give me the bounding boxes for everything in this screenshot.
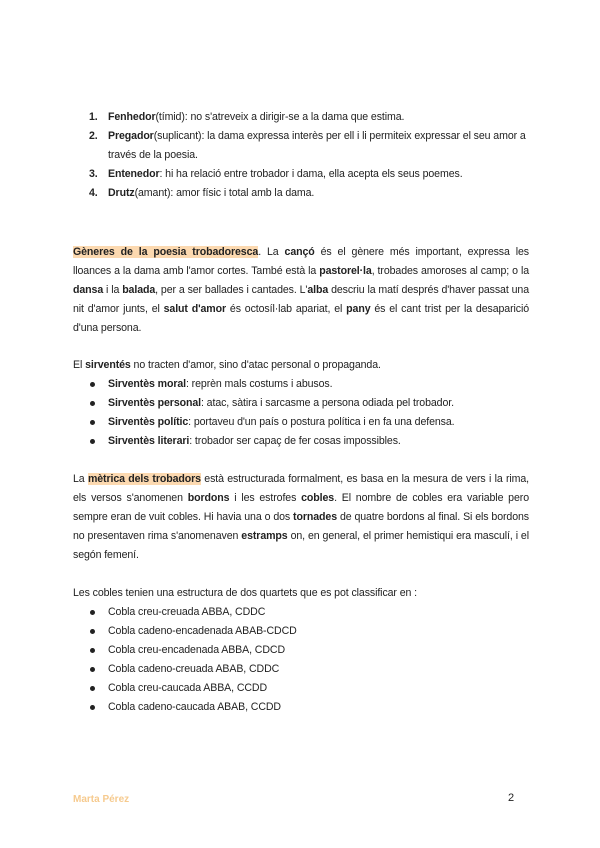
bold-term: Sirventès polític: [108, 416, 189, 428]
bold-term: tornades: [293, 511, 337, 523]
list-item: [73, 108, 533, 127]
list-item: [73, 184, 533, 203]
cobles-list: [73, 603, 529, 717]
bold-term: dansa: [73, 284, 104, 296]
role-term: Fenhedor: [108, 111, 156, 123]
bold-term: Sirventès personal: [108, 397, 201, 409]
bold-term: bordons: [187, 492, 230, 504]
bold-term: estramps: [241, 530, 288, 542]
bold-term: alba: [307, 284, 329, 296]
generes-paragraph: [73, 243, 529, 338]
text-run: no tracten d'amor, sino d'atac personal o propaganda.: [130, 359, 381, 371]
section-highlight: mètrica dels trobadors: [87, 473, 201, 485]
bullet-icon: [90, 686, 95, 691]
role-term: Pregador: [108, 130, 154, 142]
list-item: [73, 660, 529, 679]
text-run: . El nombre de cobles era variable pero sempre eran de vuit cobles. Hi havia una o dos: [73, 492, 529, 523]
bold-term: salut d'amor: [163, 303, 227, 315]
metrica-paragraph: [73, 470, 529, 565]
page-number: 2: [508, 792, 515, 804]
role-term: Entenedor: [108, 168, 160, 180]
list-number: 4.: [89, 187, 98, 199]
bold-term: cançó: [284, 246, 315, 258]
cobla-type: Cobla creu-caucada ABBA, CCDD: [108, 682, 268, 694]
text-run: i les estrofes: [229, 492, 302, 504]
list-number: 2.: [89, 130, 98, 142]
bold-term: pany: [346, 303, 371, 315]
cobla-type: Cobla creu-encadenada ABBA, CDCD: [108, 644, 285, 656]
bullet-icon: [90, 667, 95, 672]
text-run: : trobador ser capaç de fer cosas impossibles.: [189, 435, 401, 447]
text-run: , trobades amoroses al camp; o la: [371, 265, 529, 277]
bullet-icon: [90, 629, 95, 634]
bullet-icon: [90, 420, 95, 425]
role-description: (suplicant): la dama expressa interès per ell i li permiteix expressar el seu amor a través de la poesia.: [108, 130, 526, 161]
text-run: és octosíl·lab apariat, el: [226, 303, 347, 315]
bullet-icon: [90, 439, 95, 444]
list-item: [73, 679, 529, 698]
text-run: on, en general, el primer hemistiqui era masculí, i el segón femení.: [73, 530, 529, 561]
bullet-icon: [90, 401, 95, 406]
list-item: [73, 641, 529, 660]
sirventes-list: [73, 375, 529, 451]
list-item: [73, 698, 529, 717]
list-number: 1.: [89, 111, 98, 123]
list-item: [73, 394, 529, 413]
list-item: [73, 622, 529, 641]
text-run: : portaveu d'un país o postura política i en fa una defensa.: [188, 416, 455, 428]
text-run: El: [73, 359, 86, 371]
bold-term: cobles: [301, 492, 335, 504]
text-run: està estructurada formalment, es basa en la mesura de vers i la rima, els versos s'anomenen: [73, 473, 529, 504]
text-run: . La: [258, 246, 285, 258]
bold-term: sirventés: [85, 359, 131, 371]
text-run: La: [73, 473, 88, 485]
cobles-intro: Les cobles tenien una estructura de dos quartets que es pot classificar en :: [73, 587, 417, 599]
text-run: és el gènere més important, expressa les lloances a la dama amb l'amor cortes. També està la: [73, 246, 529, 277]
list-number: 3.: [89, 168, 98, 180]
cobla-type: Cobla creu-creuada ABBA, CDDC: [108, 606, 266, 618]
list-item: [73, 127, 533, 165]
text-run: de quatre bordons al final. Si els bordons no presentaven rima s'anomenaven: [73, 511, 529, 542]
role-description: : hi ha relació entre trobador i dama, ella acepta els seus poemes.: [159, 168, 463, 180]
bold-term: Sirventès moral: [108, 378, 186, 390]
cobla-type: Cobla cadeno-creuada ABAB, CDDC: [108, 663, 280, 675]
text-run: i la: [103, 284, 123, 296]
text-run: : atac, sàtira i sarcasme a persona odiada pel trobador.: [201, 397, 454, 409]
text-run: , per a ser ballades i cantades. L': [155, 284, 308, 296]
bullet-icon: [90, 382, 95, 387]
list-item: [73, 165, 533, 184]
text-run: és el cant trist per la desaparició d'una persona.: [73, 303, 529, 334]
role-term: Drutz: [108, 187, 135, 199]
role-description: (tímid): no s'atreveix a dirigir-se a la dama que estima.: [155, 111, 405, 123]
sirventes-intro: [73, 356, 529, 375]
trobador-roles-list: [73, 108, 533, 203]
list-item: [73, 432, 529, 451]
role-description: (amant): amor físic i total amb la dama.: [134, 187, 315, 199]
section-highlight: Gèneres de la poesia trobadoresca: [73, 246, 259, 258]
bold-term: balada: [122, 284, 156, 296]
bold-term: pastorel·la: [319, 265, 372, 277]
bullet-icon: [90, 648, 95, 653]
list-item: [73, 603, 529, 622]
bullet-icon: [90, 610, 95, 615]
list-item: [73, 375, 529, 394]
footer-author: Marta Pérez: [73, 794, 130, 805]
cobla-type: Cobla cadeno-caucada ABAB, CCDD: [108, 701, 281, 713]
text-run: : reprèn mals costums i abusos.: [186, 378, 333, 390]
list-item: [73, 413, 529, 432]
bold-term: Sirventès literari: [108, 435, 190, 447]
bullet-icon: [90, 705, 95, 710]
cobla-type: Cobla cadeno-encadenada ABAB-CDCD: [108, 625, 297, 637]
text-run: descriu la matí després d'haver passat una nit d'amor junts, el: [73, 284, 529, 315]
